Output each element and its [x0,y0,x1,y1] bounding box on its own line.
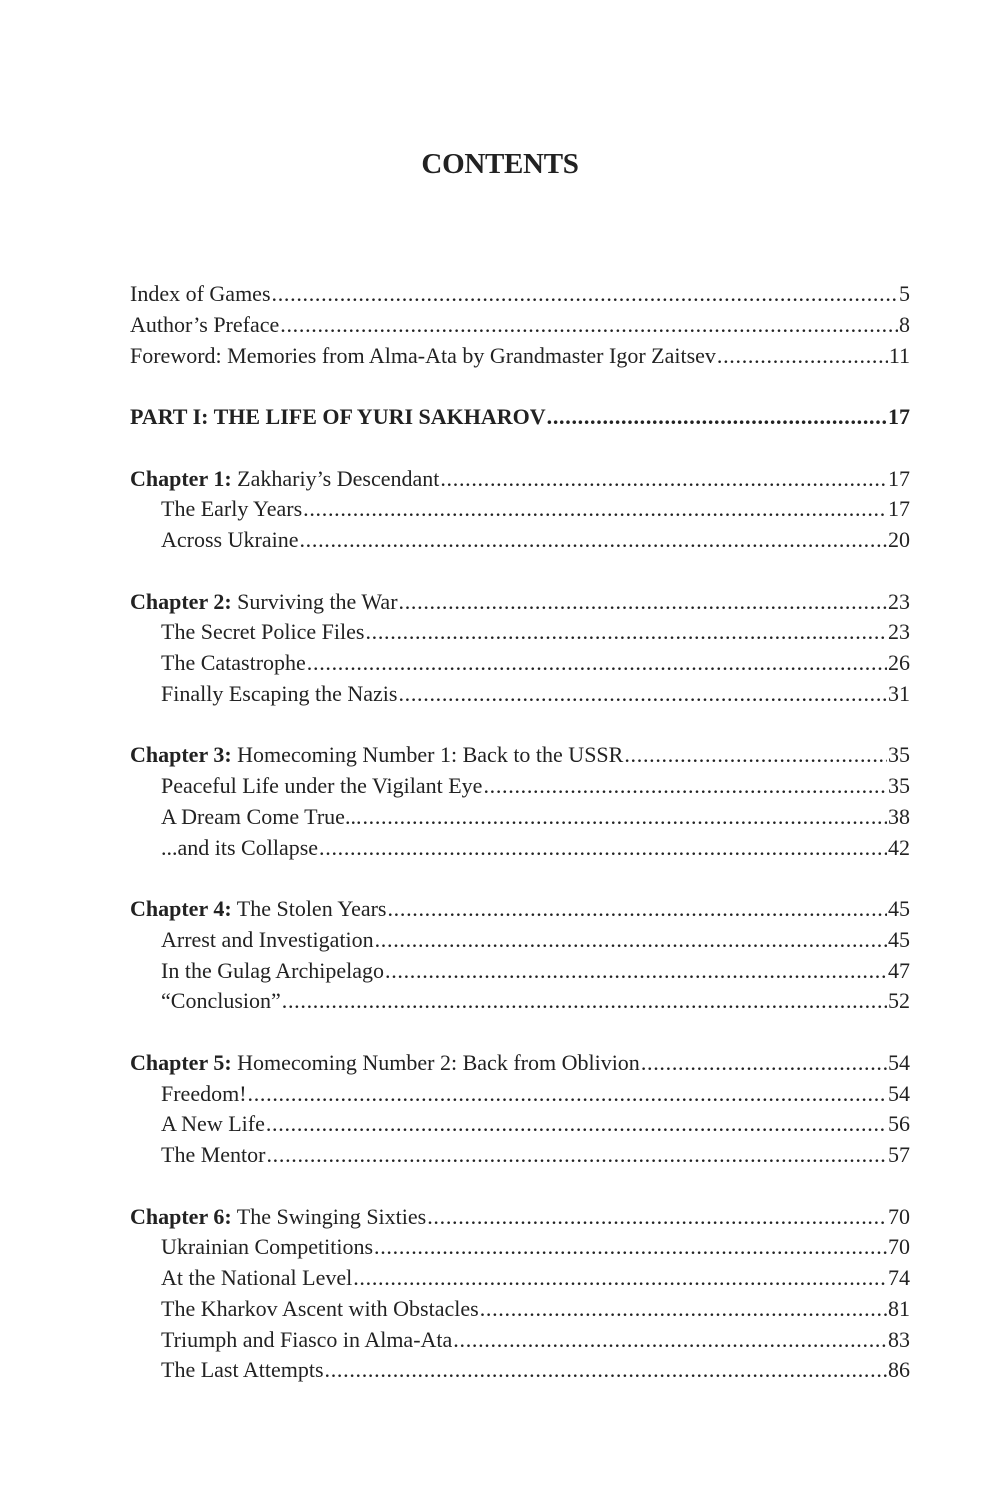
toc-section-entry[interactable] [130,1325,910,1356]
leader-dots [325,1355,887,1386]
toc-chapter-entry[interactable] [130,894,910,925]
toc-chapter-entry[interactable] [130,464,910,495]
toc-page-number: 52 [888,988,910,1014]
table-of-contents [130,279,910,1386]
spacer [130,1017,910,1048]
leader-dots [299,525,887,556]
toc-chapter-label [130,740,623,771]
leader-dots [362,802,887,833]
leader-dots [547,402,887,433]
spacer [130,433,910,464]
leader-dots [453,1325,887,1356]
leader-dots [272,279,898,310]
toc-page-number: 31 [888,680,910,706]
toc-entry-label: Foreword: Memories from Alma-Ata by Grandmaster Igor Zaitsev [130,342,716,368]
toc-page-number: 17 [888,404,910,429]
toc-page-number: 38 [888,803,910,829]
chapter-title: Zakhariy’s Descendant [237,465,440,491]
spacer [130,710,910,741]
leader-dots [483,771,887,802]
leader-dots [374,1232,887,1263]
chapter-number: Chapter 4: [130,896,232,921]
leader-dots [353,1263,887,1294]
toc-chapter-label [130,587,398,618]
toc-section-label: A Dream Come True... [161,803,362,829]
spacer [130,556,910,587]
toc-page-number: 81 [888,1295,910,1321]
toc-section-label: Peaceful Life under the Vigilant Eye [161,773,483,798]
toc-page-number: 57 [888,1142,910,1167]
leader-dots [266,1109,887,1140]
toc-page-number: 17 [888,465,910,491]
spacer [130,1171,910,1202]
toc-section-label: The Last Attempts [161,1357,324,1383]
spacer [130,863,910,894]
toc-page-number: 35 [888,773,910,798]
toc-section-entry[interactable] [130,494,910,525]
leader-dots [365,617,887,648]
chapter-title: The Stolen Years [236,896,387,921]
chapter-title: Homecoming Number 2: Back from Oblivion [237,1049,640,1075]
leader-dots [307,648,887,679]
toc-section-label: At the National Level [161,1265,353,1290]
toc-page-number: 47 [888,957,910,983]
toc-section-label: Arrest and Investigation [161,926,374,952]
toc-section-entry[interactable] [130,925,910,956]
leader-dots [641,1048,887,1079]
toc-page-number: 23 [888,588,910,614]
toc-page-number: 54 [888,1049,910,1075]
toc-part-heading[interactable] [130,402,910,433]
toc-section-label: The Early Years [161,496,303,522]
leader-dots [248,1079,887,1110]
leader-dots [319,833,887,864]
chapter-number: Chapter 1: [130,465,232,491]
toc-chapter-label [130,464,439,495]
toc-chapter-entry[interactable] [130,740,910,771]
toc-entry-label: Index of Games [130,281,271,306]
toc-section-entry[interactable] [130,1109,910,1140]
leader-dots [303,494,887,525]
toc-page-number: 42 [888,834,910,860]
toc-section-label: Ukrainian Competitions [161,1234,374,1260]
toc-page-number: 11 [888,342,910,368]
toc-section-label: In the Gulag Archipelago [161,957,384,983]
chapter-title: Surviving the War [237,588,398,614]
toc-chapter-entry[interactable] [130,1048,910,1079]
toc-page-number: 74 [888,1265,910,1290]
toc-section-label: Finally Escaping the Nazis [161,680,398,706]
chapter-number: Chapter 5: [130,1049,232,1075]
toc-entry-foreword[interactable] [130,341,910,372]
page-title: CONTENTS [421,148,579,180]
leader-dots [385,956,887,987]
leader-dots [398,679,887,710]
toc-section-label: “Conclusion” [161,988,281,1014]
toc-page-number: 45 [888,926,910,952]
toc-page-number: 70 [888,1203,910,1229]
toc-section-entry[interactable] [130,525,910,556]
leader-dots [375,925,887,956]
toc-entry-label: Author’s Preface [130,311,280,337]
toc-chapter-label [130,1202,426,1233]
toc-section-label: The Mentor [161,1142,266,1167]
leader-dots [280,310,898,341]
toc-section-entry[interactable] [130,986,910,1017]
toc-section-label: The Secret Police Files [161,619,365,645]
toc-page-number: 54 [888,1080,910,1106]
toc-section-label: Triumph and Fiasco in Alma-Ata [161,1326,453,1352]
chapter-number: Chapter 2: [130,588,232,614]
toc-page-number: 20 [888,527,910,552]
toc-section-label: Across Ukraine [161,527,299,552]
toc-page-number: 17 [888,496,910,522]
chapter-list [130,433,910,1386]
toc-section-label: ...and its Collapse [161,834,319,860]
toc-page-number: 35 [888,742,910,768]
toc-section-entry[interactable] [130,679,910,710]
toc-section-label: The Kharkov Ascent with Obstacles [161,1295,479,1321]
toc-section-entry[interactable] [130,617,910,648]
toc-section-entry[interactable] [130,771,910,802]
leader-dots [282,986,887,1017]
toc-section-entry[interactable] [130,648,910,679]
toc-chapter-label [130,894,386,925]
chapter-title: Homecoming Number 1: Back to the USSR [237,742,624,768]
toc-entry-index-of-games[interactable] [130,279,910,310]
toc-chapter-label [130,1048,640,1079]
leader-dots [717,341,888,372]
toc-page-number: 56 [888,1111,910,1137]
toc-chapter-entry[interactable] [130,1202,910,1233]
toc-section-entry[interactable] [130,1232,910,1263]
toc-section-entry[interactable] [130,802,910,833]
toc-section-label: Freedom! [161,1080,247,1106]
spacer [130,371,910,402]
toc-section-entry[interactable] [130,1355,910,1386]
chapter-number: Chapter 6: [130,1203,232,1229]
toc-page-number: 5 [899,281,910,306]
leader-dots [624,740,887,771]
toc-section-label: The Catastrophe [161,650,306,675]
toc-page-number: 86 [888,1357,910,1383]
toc-section-entry[interactable] [130,1140,910,1171]
toc-page-number: 26 [888,650,910,675]
toc-section-entry[interactable] [130,833,910,864]
toc-page-number: 23 [888,619,910,645]
chapter-title: The Swinging Sixties [236,1203,427,1229]
toc-page-number: 45 [888,896,910,921]
toc-section-entry[interactable] [130,1079,910,1110]
toc-entry-authors-preface[interactable] [130,310,910,341]
toc-page-number: 8 [899,311,910,337]
leader-dots [266,1140,887,1171]
toc-section-entry[interactable] [130,1263,910,1294]
leader-dots [427,1202,887,1233]
toc-section-label: A New Life [161,1111,265,1137]
toc-chapter-entry[interactable] [130,587,910,618]
chapter-number: Chapter 3: [130,742,232,768]
leader-dots [387,894,887,925]
toc-page-number: 83 [888,1326,910,1352]
toc-section-entry[interactable] [130,1294,910,1325]
toc-part-label: PART I: THE LIFE OF YURI SAKHAROV [130,404,546,429]
leader-dots [399,587,887,618]
leader-dots [440,464,887,495]
toc-section-entry[interactable] [130,956,910,987]
leader-dots [480,1294,887,1325]
toc-page-number: 70 [888,1234,910,1260]
